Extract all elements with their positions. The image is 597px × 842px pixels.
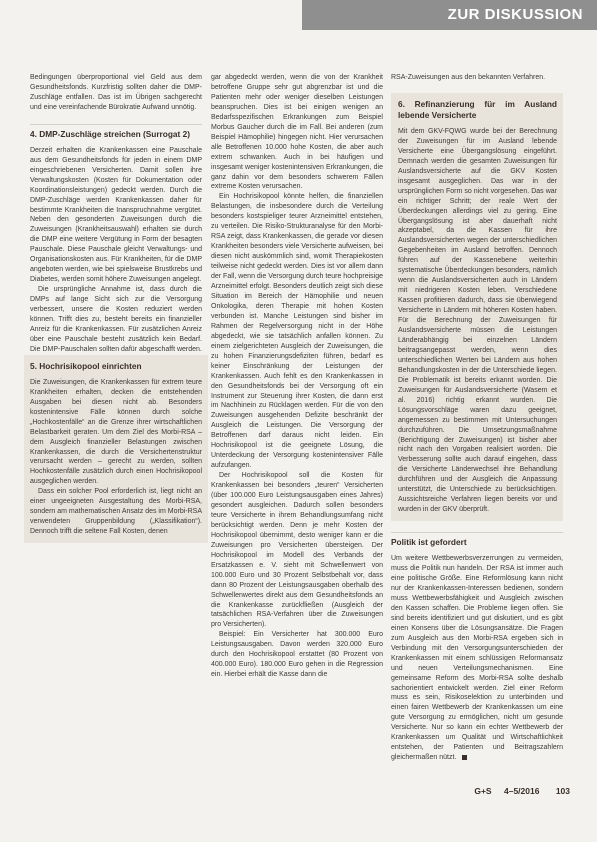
- section-header-bar: [302, 0, 597, 30]
- paragraph-text: Um weitere Wettbewerbsverzerrungen zu vermeiden, muss die Politik nun handeln. Der RSA ist immer auch eine politische Größe. Eine Reformlösung kann nicht nur der Krankenkassen-Interessen bedienen, sondern muss Wettbewerbsfähigkeit und Ausgleich zwischen den Kassen schaffen. Die Probleme liegen offen. Sie sind bereits identifiziert und gut diskutiert, und es gibt einen Konsens über die Lösungsansätze. Die Fragen zum Ausgleich aus den Morbi-RSA ergeben sich in Verbindung mit den Versorgungsunterschieden der Krankenkassen mit einem schlüssigen Reformansatz und neuen Verteilungsmechanismen. Eine gemeinsame Reform des Morbi-RSA sollte deshalb sachorientiert entwickelt werden. Ziel einer Reform muss es sein, Risikoselektion zu unterbinden und einen fairen Wettbewerb der Krankenkassen um eine gute Versorgung zu ermöglichen, nicht um gesunde Versicherte. Nur so kann ein echter Wettbewerb der Krankenkassen um Qualität und Wirtschaftlichkeit entstehen, der Patienten und Beitragszahlern gleichermaßen nützt.: [391, 555, 563, 762]
- text-column-1: [30, 73, 202, 543]
- subheading: 5. Hochrisikopool einrichten: [30, 360, 142, 371]
- paragraph: Derzeit erhalten die Krankenkassen eine Pauschale aus dem Gesundheitsfonds für jeden in einem DMP eingeschriebenen Versicherten. Damit sollen ihre Verwaltungskosten (Kosten für Dokumentation oder Koordinationsleistungen) gedeckt werden. Durch die DMP-Zuschläge werden Krankenkassen daher für bestimmte Krankheiten die Inanspruchnahme vergütet. Neben den gesonderten Zuweisungen durch die Zuweisungen (Krankheitsauswahl) erhalten sie durch die DMP eine weitere Vergütung in Form der besagten Pauschale. Diese Pauschale gleicht Verwaltungs- und Organisationskosten aus. Für Krankheiten, für die DMP angeboten werden, wie bei spielsweise Brustkrebs und Diabetes, werden somit höhere Zuweisungen angelegt.: [30, 146, 202, 284]
- highlight-box: [24, 355, 208, 543]
- page-footer: [474, 786, 570, 796]
- paragraph: Der Hochrisikopool soll die Kosten für Krankenkassen bei besonders „teuren“ Versicherten (über 100.000 Euro Leistungsausgaben eines Jahres) gesondert ausgleichen. Dadurch sollen besonders teure Versicherte in ihrem Behandlungsumfang nicht berücksichtigt werden. Denn je mehr Kosten der Hochrisikopool übernimmt, desto weniger kann er die Zuweisungen pro Versicherten übersteigen. Der Hochrisikopool im Modell des Verbands der Ersatzkassen e. V. sieht mit Schwellenwert von 100.000 Euro und 30 Prozent Selbstbehalt vor, dass dann 80 Prozent der Leistungsausgaben oberhalb des Schwellenwertes direkt aus dem Gesundheitsfonds an die Krankenkasse zurückfließen (Ausgleich der tatsächlichen RSA-Verfahren über die Zuweisungen pro Versicherten).: [211, 472, 383, 629]
- subheading: Politik ist gefordert: [391, 532, 563, 548]
- text-column-3: [391, 73, 563, 763]
- highlight-box: [391, 93, 563, 521]
- paragraph: RSA-Zuweisungen aus den bekannten Verfahren.: [391, 74, 546, 81]
- journal-name: G+S: [474, 786, 492, 796]
- paragraph: Bedingungen überproportional viel Geld aus dem Gesundheitsfonds. Kurzfristig sollten daher die DMP-Zuschläge entfallen. Das ist im Übrigen sachgerecht und eine vereinfachende Bürokratie Aufwand unnötig.: [30, 74, 202, 111]
- paragraph: Ein Hochrisikopool könnte helfen, die finanziellen Belastungen, die insbesondere durch die Verteilung besonders kostspieliger teurer Arzneimittel entstehen, zu verteilen. Die Risiko-Strukturanalyse für den Morbi-RSA zeigt, dass Krankenkassen, die gerade vor diesen Krankheiten besonders viele Versicherte aufweisen, bei diesen nicht auskömmlich sind, womit Therapiekosten teilweise nicht gedeckt werden. Dies ist vor allem dann der Fall, wenn die Versorgung durch teure hochpreisige Arzneimittel erfolgt. Besonders deutlich zeigt sich diese Situation im Bereich der Hämophilie und neuen Onkologika, deren Therapie mit hohen Kosten verbunden ist. Manche Leistungen sind bisher im Rahmen der Regelversorgung nicht in der Höhe abgedeckt, wie sie tatsächlich anfallen können. Zu einem zielgerichteten Ausgleich der Zuweisungen, die zu hohen Finanzierungsdefiziten führen, bedarf es keiner Einschränkung der Leistungen der Krankenkassen. Auch fehlt es den Krankenkassen in den Gesundheitsfonds bei der Versorgung oft ein Instrument zur Steuerung ihrer Kosten, die dann erst im Nachhinein zu Rücklagen werden. Für die von den Zuweisungen ausgehenden Defizite beschränkt der Ausgleich die Leistungen. Die Versorgung der Betroffenen darf daraus nicht leiden. Ein Hochrisikopool ist die geeignete Lösung, die Unterdeckung der Versorgung kostenintensiver Fälle aufzufangen.: [211, 193, 383, 470]
- issue-number: 4–5/2016: [503, 786, 540, 796]
- paragraph: Die ursprüngliche Annahme ist, dass durch die DMPs auf lange Sicht sich zur die Versorgung verbessert, unsere die Kosten reduziert werden können. Trifft dies zu, besteht bereits ein finanzieller Anreiz für die Krankenkassen. Für zusätzlichen Anreiz über eine Pauschale besteht zusätzlich kein Bedarf. Die DMP-Pauschalen sollten dafür abgeschafft werden.: [30, 286, 202, 353]
- section-title: ZUR DISKUSSION: [447, 6, 583, 23]
- paragraph: Mit dem GKV-FQWG wurde bei der Berechnung der Zuweisungen für im Ausland lebende Versicherte eine Übergangslösung eingeführt. Demnach werden die gesamten Zuweisungen für Auslandsversicherte auf die GKV Kosten insgesamt ausgeglichen. Das war in der ursprünglichen Form so nicht vorgesehen. Das war ein richtiger Schritt; der reale Wert der Überdeckungen allerdings viel zu gering. Eine Übergangslösung ist aber dauerhaft nicht akzeptabel, da die Kassen für ihre Auslandsversicherten wegen der unterschiedlichen Gegebenheiten im Ausland betroffen. Dennoch führen auf der Kassenebene weiterhin systematische Überdeckungen besonders, nämlich wenn die Auslandsversicherten auch in Ländern mit niedrigeren Kosten leben. Verschiedene Kassen profitieren dadurch, dass sie überwiegend Versicherte in Ländern mit höheren Kosten haben. Für die Berechnung der Zuweisungen für Auslandsversicherte müssen die Leistungen Länderabhängig bei einzelnen Ländern beitragsangepasst werden, wenn dies unterschiedlichen Werten bei Ländern aus hohen Behandlungskosten in der die Unterschiede liegen. Die Problematik ist bereits erkannt worden. Die Zuweisungen für Auslandsversicherte (Wasem et al. 2016) richtig erkannt wurden. Die Lösungsvorschläge waren dazu geeignet, angemessen zu bestimmen mit Untersuchungen durchzuführen. Die Umsetzungsmaßnahme (Berichtigung der Zuweisungen) ist bisher aber nicht nach den Vorgaben realisiert worden. Die Verbesserung sollte auch darauf eingehen, dass die Versicherte Länderwechsel ihre Behandlung durchführen und der Ausgleich die Anpassung unterstützt, die Unterschiede zu berücksichtigen. Aussichtsreiche Verfahren liegen bereits vor und wurden in der GKV überprüft.: [398, 127, 557, 514]
- paragraph: gar abgedeckt werden, wenn die von der Krankheit betroffene Gruppe sehr gut abgrenzbar ist und die Patienten mehr oder weniger dieselben Leistungen beanspruchen. Dies ist bei einigen wenigen an Bedarfsspezifischen Erkrankungen zum Beispiel Morbus Gaucher durch die im Fall. Bei anderen (zum Beispiel Hämophilie) hingegen nicht. Hier verursachen alle Betroffenen 10.000 hohe Kosten, die aber auch extrem schwanken. Auch in bei häufigen und insgesamt weniger kostenintensiven Erkrankungen, die ganz dahin vor dem besonders schwerem Fällen extreme Kosten verursachen.: [211, 74, 383, 191]
- subheading: 6. Refinanzierung für im Ausland lebende Versicherte: [398, 98, 557, 120]
- paragraph: Die Zuweisungen, die Krankenkassen für extrem teure Krankheiten erhalten, decken die entstehenden Ausgaben bei diesen nicht ab. Besonders kostenintensive Fälle können durch solche „Hochkostenfälle“ an die Grenze ihrer wirtschaftlichen Belastbarkeit geraten. Um dem Ziel des Morbi-RSA – dem Ausgleich finanzieller Belastungen zwischen Krankenkassen, die durch die Versichertenstruktur verursacht werden – gerecht zu werden, sollten Hochkostenfälle zusätzlich durch einen Hochrisikopool ausgeglichen werden.: [30, 378, 202, 486]
- paragraph: [391, 554, 563, 763]
- end-of-article-mark: [462, 755, 467, 760]
- paragraph: Beispiel: Ein Versicherter hat 300.000 Euro Leistungsausgaben. Davon werden 320.000 Euro durch den Hochrisikopool erstattet (80 Prozent von 400.000 Euro). 180.000 Euro gehen in die Regression ein. Hierbei erhält die Kasse dann die: [211, 631, 383, 679]
- text-column-2: [211, 73, 383, 680]
- page-number: 103: [555, 786, 570, 796]
- paragraph: Dass ein solcher Pool erforderlich ist, liegt nicht an einer ungeeigneten Ausgestaltung des Morbi-RSA, sondern am mathematischen Ansatz des im Morbi-RSA verwendeten Gruppenbildung („Klassifikation“). Dennoch trifft die seltene Fall Kosten, denen: [30, 488, 202, 536]
- subheading: 4. DMP-Zuschläge streichen (Surrogat 2): [30, 124, 202, 140]
